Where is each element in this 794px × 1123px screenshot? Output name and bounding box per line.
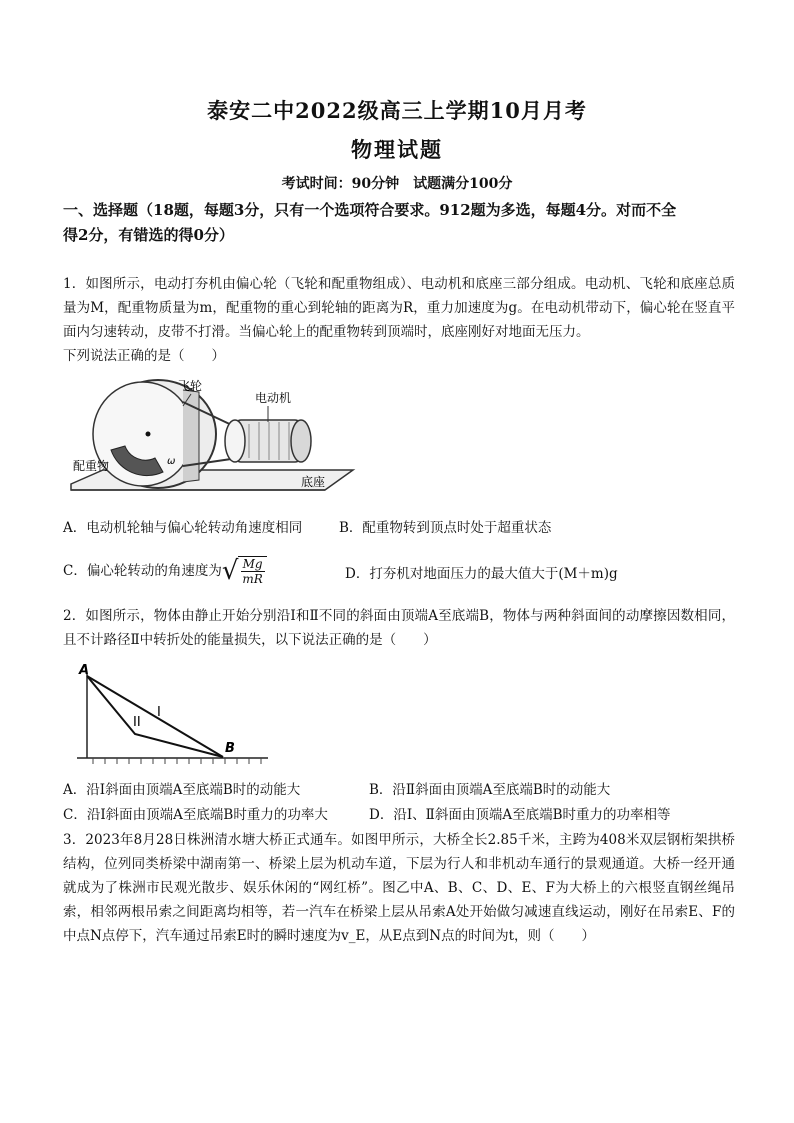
q1-option-c-text: C．偏心轮转动的角速度为 [63, 563, 222, 579]
fraction [240, 557, 264, 586]
q2-option-c[interactable]: C．沿Ⅰ斜面由顶端A至底端B时重力的功率大 [63, 807, 328, 823]
label-counterweight: 配重物 [73, 459, 110, 473]
label-path-I: I [157, 705, 161, 720]
exam-subtitle: 物理试题 [351, 137, 443, 162]
path-I-line [87, 676, 223, 757]
q2-option-d[interactable]: D．沿Ⅰ、Ⅱ斜面由顶端A至底端B时重力的功率相等 [369, 807, 671, 823]
exam-info: 考试时间：90分钟 试题满分100分 [281, 176, 513, 192]
q1-stem: 1．如图所示，电动打夯机由偏心轮（飞轮和配重物组成）、电动机和底座三部分组成。电动机、飞轮和底座总质量为M，配重物质量为m，配重物的重心到轮轴的距离为R，重力加速度为g。在电动机带动下，偏心轮在竖直平面内匀速转动，皮带不打滑。当偏心轮上的配重物转到顶端时，底座刚好对地面无压力。 [63, 276, 735, 340]
ground-hatching [93, 758, 261, 764]
label-point-b: B [225, 741, 235, 756]
label-omega: ω [167, 456, 176, 467]
q1-figure-tamper [63, 372, 363, 502]
motor-back [291, 420, 311, 462]
sqrt-symbol: √ $\frac{Mg}{mR}$ [222, 556, 267, 586]
q2-option-b[interactable]: B．沿Ⅱ斜面由顶端A至底端B时的动能大 [369, 782, 611, 798]
section-heading-line2: 得2分，有错选的得0分） [63, 226, 234, 244]
q2-figure-slopes [63, 660, 273, 772]
fraction-denominator: mR [242, 572, 263, 586]
fraction-numerator: Mg [242, 557, 263, 571]
q2-stem: 2．如图所示，物体由静止开始分别沿Ⅰ和Ⅱ不同的斜面由顶端A至底端B，物体与两种斜面间的动摩擦因数相同，且不计路径Ⅱ中转折处的能量损失，以下说法正确的是（ ） [63, 608, 735, 648]
label-base: 底座 [301, 475, 326, 489]
exam-title: 泰安二中2022级高三上学期10月月考 [207, 98, 587, 123]
motor-end [225, 420, 245, 462]
section-heading-line1: 一、选择题（18题，每题3分，只有一个选项符合要求。912题为多选，每题4分。对而不全 [63, 201, 677, 219]
label-point-a: A [79, 663, 90, 678]
label-path-II: II [133, 715, 141, 730]
flywheel-axle [146, 432, 151, 437]
q3-stem: 3．2023年8月28日株洲清水塘大桥正式通车。如图甲所示，大桥全长2.85千米，主跨为408米双层钢桁架拱桥结构，位列同类桥梁中湖南第一、桥梁上层为机动车道，下层为行人和非机动车通行的景观通道。大桥一经开通就成为了株洲市民观光散步、娱乐休闲的“网红桥”。图乙中A、B、C、D、E、F为大桥上的六根竖直钢丝绳吊索，相邻两根吊索之间距离均相等，若一汽车在桥梁上层从吊索A处开始做匀减速直线运动，刚好在吊索E、F的中点N点停下，汽车通过吊索E时的瞬时速度为v_E，从E点到N点的时间为t，则（ ） [63, 832, 735, 944]
q2-option-a[interactable]: A．沿Ⅰ斜面由顶端A至底端B时的动能大 [63, 782, 301, 798]
q1-question: 下列说法正确的是（ ） [63, 348, 225, 364]
label-motor: 电动机 [255, 391, 292, 405]
q1-option-d[interactable]: D．打夯机对地面压力的最大值大于(M＋m)g [345, 566, 618, 582]
q1-option-a[interactable]: A．电动机轮轴与偏心轮转动角速度相同 [63, 520, 303, 536]
q1-option-b[interactable]: B．配重物转到顶点时处于超重状态 [339, 520, 552, 536]
q1-option-c[interactable] [63, 556, 267, 586]
label-flywheel: 飞轮 [178, 379, 203, 393]
